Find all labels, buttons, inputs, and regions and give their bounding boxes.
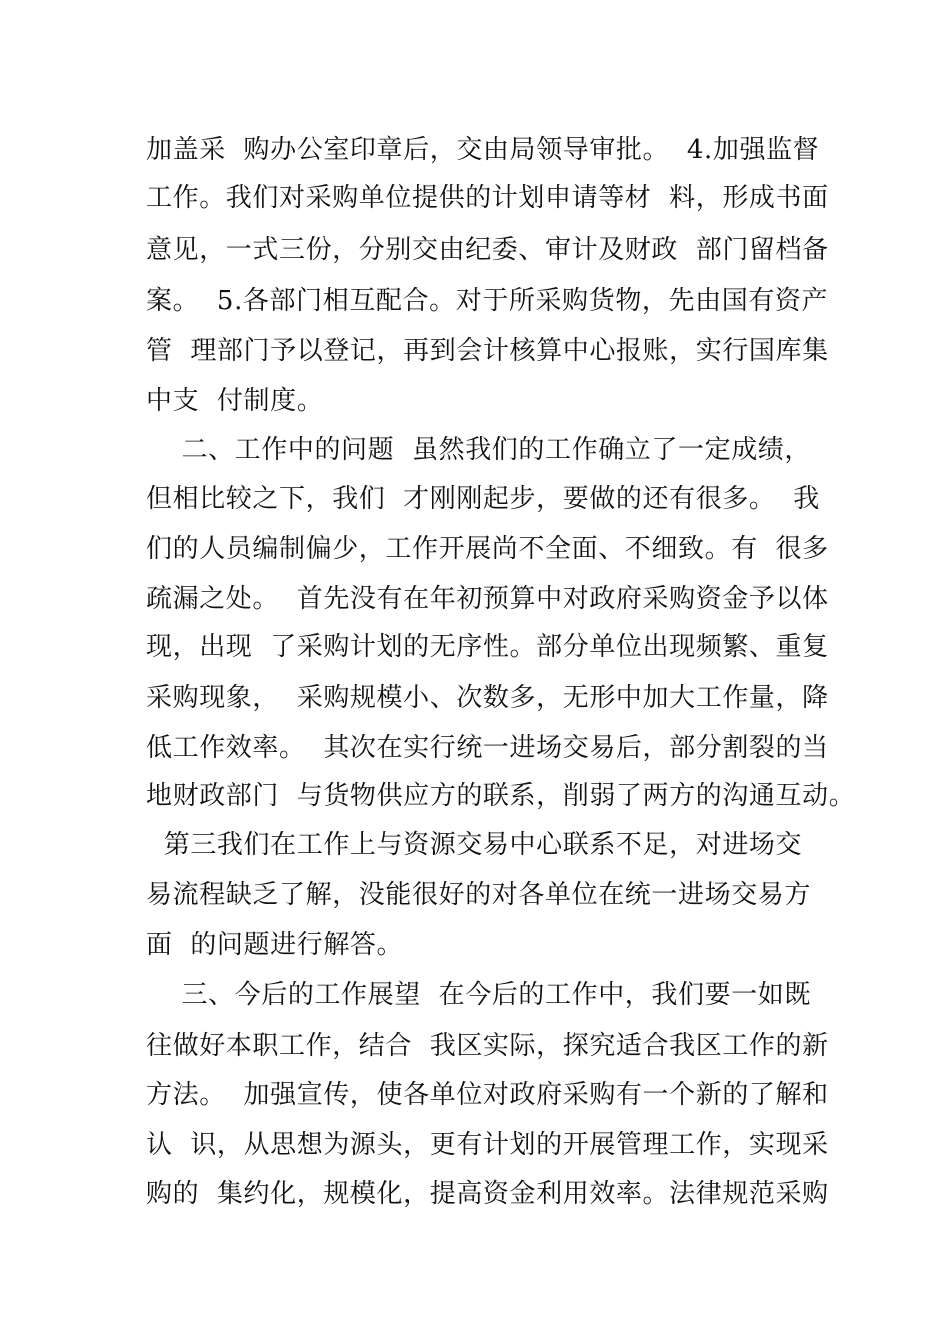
text-line: 往做好本职工作，结合 我区实际，探究适合我区工作的新 <box>146 1031 829 1061</box>
text-line: 认 识，从思想为源头，更有计划的开展管理工作，实现采 <box>146 1130 829 1160</box>
text-line: 易流程缺乏了解，没能很好的对各单位在统一进场交易方 <box>146 880 812 910</box>
text-line: 购的 集约化，规模化，提高资金利用效率。法律规范采购 <box>146 1179 829 1209</box>
text-line: 采购现象， 采购规模小、次数多，无形中加大工作量，降 <box>146 683 829 713</box>
text-line: 疏漏之处。 首先没有在年初预算中对政府采购资金予以体 <box>146 584 829 614</box>
paragraph-heading-line: 三、今后的工作展望 在今后的工作中，我们要一如既 <box>146 980 811 1010</box>
text-line: 案。 5.各部门相互配合。对于所采购货物，先由国有资产 <box>146 286 829 316</box>
text-line: 但相比较之下，我们 才刚刚起步，要做的还有很多。 我 <box>146 484 820 514</box>
text-line: 们的人员编制偏少，工作开展尚不全面、不细致。有 很多 <box>146 534 829 564</box>
text-line: 低工作效率。 其次在实行统一进场交易后，部分割裂的当 <box>146 733 829 763</box>
text-line: 方法。 加强宣传，使各单位对政府采购有一个新的了解和 <box>146 1080 829 1110</box>
text-line: 面 的问题进行解答。 <box>146 930 404 960</box>
text-line: 管 理部门予以登记，再到会计核算中心报账，实行国库集 <box>146 336 829 366</box>
text-line: 第三我们在工作上与资源交易中心联系不足，对进场交 <box>146 830 803 860</box>
text-line: 加盖采 购办公室印章后，交由局领导审批。 4.加强监督 <box>146 135 820 165</box>
text-line: 意见，一式三份，分别交由纪委、审计及财政 部门留档备 <box>146 235 829 265</box>
text-line: 现，出现 了采购计划的无序性。部分单位出现频繁、重复 <box>146 632 829 662</box>
paragraph-heading-line: 二、工作中的问题 虽然我们的工作确立了一定成绩， <box>146 435 811 465</box>
text-line: 工作。我们对采购单位提供的计划申请等材 料，形成书面 <box>146 183 829 213</box>
text-line: 地财政部门 与货物供应方的联系，削弱了两方的沟通互动。 <box>146 781 856 811</box>
text-line: 中支 付制度。 <box>146 386 324 416</box>
